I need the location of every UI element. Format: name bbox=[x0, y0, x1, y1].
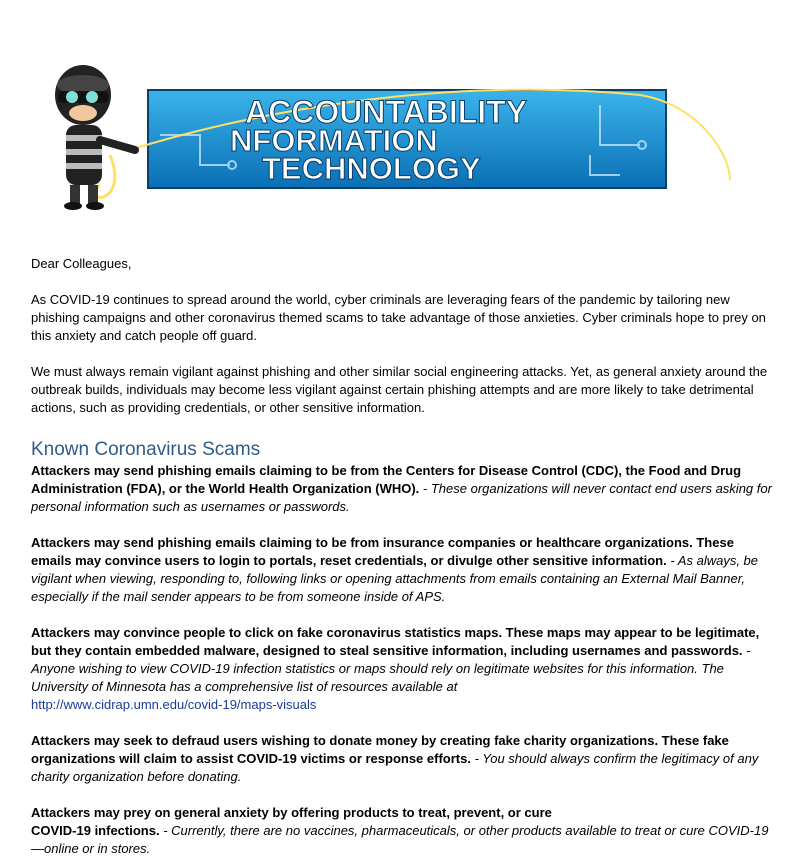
letter-body bbox=[31, 255, 776, 858]
banner-line-technology: TECHNOLOGY bbox=[262, 151, 481, 186]
scam-item-cdc: Attackers may send phishing emails claiming to be from the Centers for Disease Control (CDC), the Food and Drug Administration (FDA), or the World Health Organization (WHO). - These organizations will never contact end users asking for personal information such as usernames or passwords. bbox=[31, 463, 772, 514]
scam-item-insurance: Attackers may send phishing emails claiming to be from insurance companies or healthcare organizations. These emails may convince users to login to portals, reset credentials, or divulge other sensitive information. - As always, be vigilant when viewing, responding to, following links or opening attachments from emails containing an External Mail Banner, especially if the mail sender appears to be from someone inside of APS. bbox=[31, 535, 759, 604]
burglar-icon bbox=[55, 65, 135, 210]
scam-item-maps: Attackers may convince people to click on fake coronavirus statistics maps. These maps may appear to be legitimate, but they contain embedded malware, designed to steal sensitive information, including usernames and passwords. - Anyone wishing to view COVID-19 infection statistics or maps should rely on legitimate websites for this information. The University of Minnesota has a comprehensive list of resources available at http://www.cidrap.umn.edu/covid-19/maps-visuals bbox=[31, 625, 760, 712]
greeting: Dear Colleagues, bbox=[31, 256, 132, 271]
banner-line-accountability: ACCOUNTABILITY bbox=[245, 94, 528, 130]
cidrap-link[interactable]: http://www.cidrap.umn.edu/covid-19/maps-visuals bbox=[31, 697, 317, 712]
accountability-it-banner bbox=[40, 55, 740, 210]
scam-item-products: Attackers may prey on general anxiety by offering products to treat, prevent, or cure COVID-19 infections. - Currently, there are no vaccines, pharmaceuticals, or other products available to treat or cure COVID-19—online or in stores. bbox=[31, 805, 769, 856]
intro-paragraph-2: We must always remain vigilant against phishing and other similar social engineering attacks. Yet, as general anxiety around the outbreak builds, individuals may become less vigilant against certain phishing attempts and are more likely to take detrimental actions, such as providing credentials, or other sensitive information. bbox=[31, 364, 768, 415]
intro-paragraph-1: As COVID-19 continues to spread around the world, cyber criminals are leveraging fears of the pandemic by tailoring new phishing campaigns and other coronavirus themed scams to take advantage of those anxieties. Cyber criminals hope to prey on this anxiety and catch people off guard. bbox=[31, 292, 766, 343]
banner-line-information: NFORMATION bbox=[230, 123, 438, 158]
section-heading: Known Coronavirus Scams bbox=[31, 439, 261, 460]
scam-item-charity: Attackers may seek to defraud users wishing to donate money by creating fake charity organizations. These fake organizations will claim to assist COVID-19 victims or response efforts. - You should always confirm the legitimacy of any charity organization before donating. bbox=[31, 733, 759, 784]
